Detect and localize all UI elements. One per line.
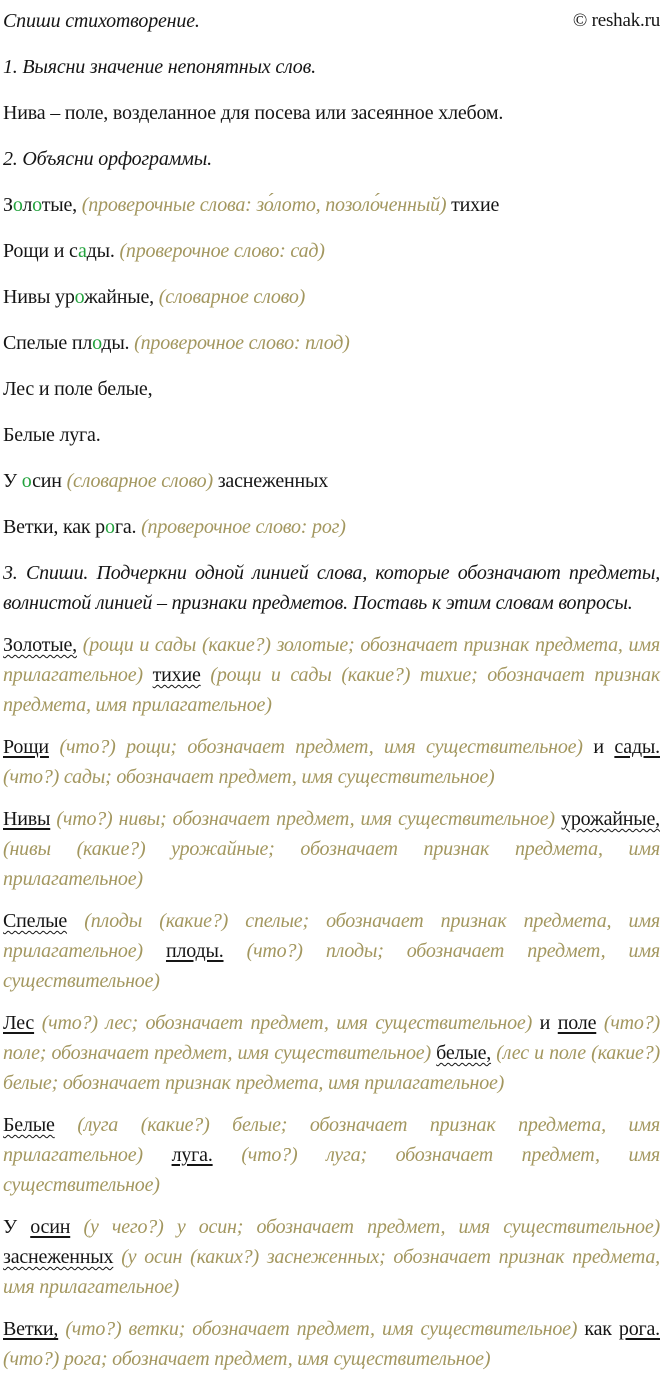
text-run: син	[32, 470, 67, 492]
noun-underlined: Рощи	[3, 736, 49, 758]
noun-underlined: рога.	[618, 1318, 660, 1340]
annotation-note: (что?) рощи; обозначает предмет, имя существительное)	[59, 736, 594, 758]
text-run: и	[593, 736, 615, 758]
noun-underlined: сады.	[614, 736, 660, 758]
analysis-paragraph	[3, 1314, 660, 1374]
annotation-note: (рощи и сады (какие?) тихие; обозначает признак предмета, имя прилагательное)	[3, 664, 660, 716]
poem-line	[3, 328, 660, 358]
text-run: Спелые пл	[3, 332, 93, 354]
annotation-note: (у чего?) у осин; обозначает предмет, имя существительное)	[83, 1216, 660, 1238]
annotation-note: (луга (какие?) белые; обозначает признак предмета, имя прилагательное)	[3, 1114, 660, 1166]
task3-analysis	[3, 630, 660, 1374]
adjective-wavy: белые,	[436, 1042, 492, 1064]
annotation-note: (что?) ветки; обозначает предмет, имя существительное)	[65, 1318, 585, 1340]
text-run: заснеженных	[217, 470, 329, 492]
annotation-note: (рощи и сады (какие?) золотые; обозначает признак предмета, имя прилагательное)	[3, 634, 660, 686]
task1-definition: Нива – поле, возделанное для посева или засеянное хлебом.	[3, 102, 504, 124]
analysis-paragraph	[3, 630, 660, 720]
noun-underlined: луга.	[171, 1144, 213, 1166]
text-run	[49, 736, 60, 758]
annotation-note: (нивы (какие?) урожайные; обозначает признак предмета, имя прилагательное)	[3, 838, 660, 890]
copyright-watermark: © reshak.ru	[572, 10, 660, 31]
poem-line	[3, 420, 660, 450]
text-run: У	[3, 470, 22, 492]
noun-underlined: плоды.	[165, 940, 224, 962]
text-run	[201, 664, 211, 686]
adjective-wavy: заснеженных	[3, 1246, 114, 1268]
text-run: и	[539, 1012, 558, 1034]
annotation-note: (что?) луга; обозначает предмет, имя существительное)	[3, 1144, 660, 1196]
annotation-note: (плоды (какие?) спелые; обозначает признак предмета, имя прилагательное)	[3, 910, 660, 962]
text-run: тихие	[451, 194, 500, 216]
text-run: Лес и поле белые,	[3, 378, 153, 400]
analysis-paragraph	[3, 906, 660, 996]
analysis-paragraph	[3, 732, 660, 792]
text-run: Белые луга.	[3, 424, 101, 446]
text-run	[213, 1144, 242, 1166]
text-run: У	[3, 1216, 31, 1238]
poem-line	[3, 282, 660, 312]
text-run: Рощи и с	[3, 240, 78, 262]
text-run	[34, 1012, 42, 1034]
noun-underlined: поле	[557, 1012, 597, 1034]
text-run: жайные,	[83, 286, 159, 308]
text-run: л	[22, 194, 33, 216]
text-run	[224, 940, 247, 962]
annotation-note: (проверочное слово: сад)	[119, 240, 325, 262]
orthogram-letter: о	[12, 194, 23, 216]
text-run: тые,	[41, 194, 82, 216]
poem-line	[3, 374, 660, 404]
noun-underlined: Лес	[3, 1012, 35, 1034]
annotation-note: (что?) поле; обозначает предмет, имя существительное)	[3, 1012, 660, 1064]
text-run: Нивы ур	[3, 286, 75, 308]
orthogram-letter: о	[92, 332, 102, 354]
text-run	[67, 910, 84, 932]
adjective-wavy: Золотые,	[3, 634, 77, 656]
orthogram-letter: о	[105, 516, 115, 538]
orthogram-letter: а	[77, 240, 87, 262]
analysis-paragraph	[3, 804, 660, 894]
analysis-paragraph	[3, 1212, 660, 1302]
text-run	[55, 1114, 78, 1136]
task3-title: 3. Спиши. Подчеркни одной линией слова, которые обозначают предметы, волнистой линией – признаки предметов. Поставь к этим словам вопросы.	[3, 562, 660, 614]
poem-line	[3, 466, 660, 496]
annotation-note: (проверочное слово: рог)	[141, 516, 346, 538]
annotation-note: (у осин (каких?) заснеженных; обозначает признак предмета, имя прилагательное)	[3, 1246, 660, 1298]
orthogram-letter: о	[74, 286, 84, 308]
text-run: га.	[114, 516, 142, 538]
annotation-note: (что?) лес; обозначает предмет, имя существительное)	[41, 1012, 540, 1034]
text-run	[70, 1216, 83, 1238]
annotation-note: (словарное слово)	[158, 286, 306, 308]
task2-title: 2. Объясни орфограммы.	[3, 148, 212, 170]
annotation-note: (словарное слово)	[66, 470, 218, 492]
adjective-wavy: урожайные,	[561, 808, 660, 830]
page-header	[3, 6, 660, 36]
text-run: Ветки, как р	[3, 516, 105, 538]
poem-line	[3, 512, 660, 542]
annotation-note: (что?) нивы; обозначает предмет, имя существительное)	[56, 808, 562, 830]
task2-poem-lines	[3, 190, 660, 542]
adjective-wavy: тихие	[152, 664, 201, 686]
text-run: как	[584, 1318, 619, 1340]
text-run	[596, 1012, 604, 1034]
poem-line	[3, 236, 660, 266]
noun-underlined: Нивы	[3, 808, 51, 830]
adjective-wavy: Спелые	[3, 910, 68, 932]
annotation-note: (что?) плоды; обозначает предмет, имя существительное)	[3, 940, 660, 992]
annotation-note: (что?) сады; обозначает предмет, имя существительное)	[3, 766, 495, 788]
annotation-note: (проверочное слово: плод)	[134, 332, 350, 354]
annotation-note: (проверочные слова: зо́лото, позоло́ченный)	[81, 194, 452, 216]
annotation-note: (лес и поле (какие?) белые; обозначает признак предмета, имя прилагательное)	[3, 1042, 660, 1094]
annotation-note: (что?) рога; обозначает предмет, имя существительное)	[3, 1348, 491, 1370]
adjective-wavy: Белые	[3, 1114, 55, 1136]
poem-line	[3, 190, 660, 220]
task1-title: 1. Выясни значение непонятных слов.	[3, 56, 316, 78]
text-run: ды.	[86, 240, 120, 262]
main-instruction: Спиши стихотворение.	[3, 10, 200, 32]
orthogram-letter: о	[21, 470, 33, 492]
orthogram-letter: о	[32, 194, 42, 216]
text-run: ды.	[101, 332, 135, 354]
noun-underlined: осин	[30, 1216, 71, 1238]
text-run: З	[3, 194, 13, 216]
analysis-paragraph	[3, 1008, 660, 1098]
noun-underlined: Ветки,	[3, 1318, 59, 1340]
analysis-paragraph	[3, 1110, 660, 1200]
